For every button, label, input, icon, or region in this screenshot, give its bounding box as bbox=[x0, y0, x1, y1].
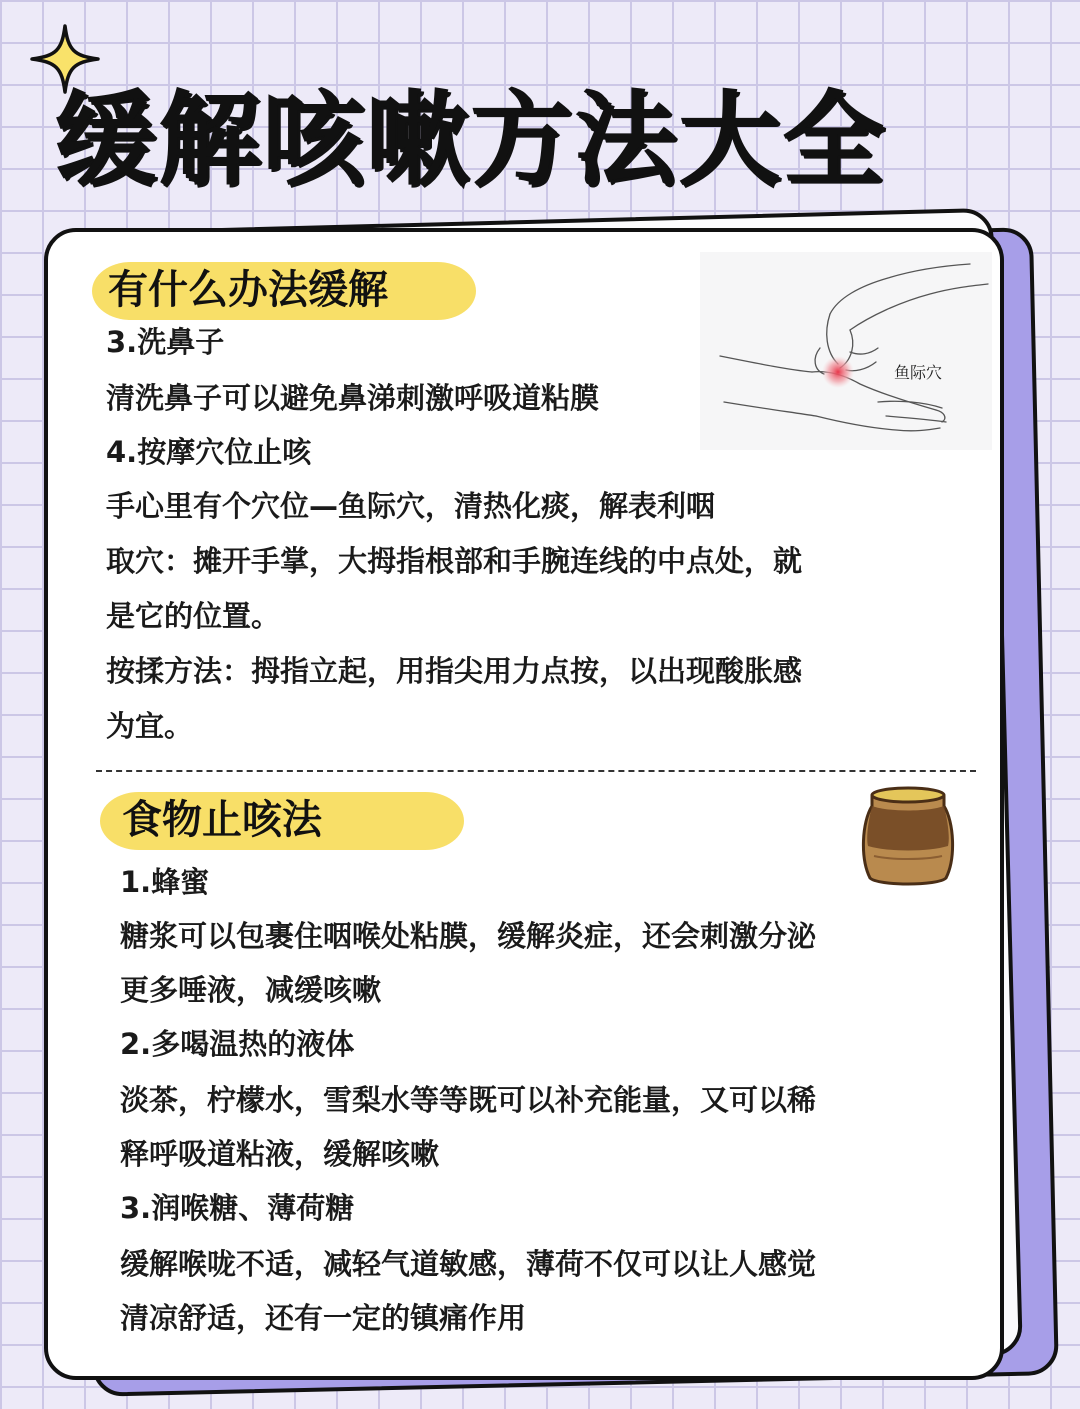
food-3-title: 3.润喉糖、薄荷糖 bbox=[120, 1191, 355, 1225]
section-title-food: 食物止咳法 bbox=[122, 797, 322, 843]
food-1-desc-2: 更多唾液，减缓咳嗽 bbox=[120, 973, 382, 1007]
acupoint-label: 鱼际穴 bbox=[894, 363, 943, 382]
method-4-technique-1: 按揉方法：拇指立起，用指尖用力点按，以出现酸胀感 bbox=[106, 654, 803, 688]
food-1-title: 1.蜂蜜 bbox=[120, 865, 210, 899]
section-divider bbox=[96, 770, 976, 772]
method-4-technique-2: 为宜。 bbox=[106, 709, 194, 743]
honey-jar-icon bbox=[858, 782, 958, 888]
method-4-location-1: 取穴：摊开手掌，大拇指根部和手腕连线的中点处，就 bbox=[106, 544, 803, 578]
food-1-desc-1: 糖浆可以包裹住咽喉处粘膜，缓解炎症，还会刺激分泌 bbox=[120, 919, 817, 953]
food-3-desc-2: 清凉舒适，还有一定的镇痛作用 bbox=[120, 1301, 527, 1335]
method-4-location-2: 是它的位置。 bbox=[106, 599, 281, 633]
method-3-desc: 清洗鼻子可以避免鼻涕刺激呼吸道粘膜 bbox=[106, 381, 600, 415]
food-2-desc-1: 淡茶，柠檬水，雪梨水等等既可以补充能量，又可以稀 bbox=[120, 1083, 817, 1117]
method-3-title: 3.洗鼻子 bbox=[106, 325, 225, 359]
method-4-desc: 手心里有个穴位—鱼际穴，清热化痰，解表利咽 bbox=[106, 489, 716, 523]
method-4-title: 4.按摩穴位止咳 bbox=[106, 435, 312, 469]
section-title-methods: 有什么办法缓解 bbox=[108, 267, 388, 313]
food-2-title: 2.多喝温热的液体 bbox=[120, 1027, 355, 1061]
page-title: 缓解咳嗽方法大全 bbox=[54, 81, 886, 200]
food-3-desc-1: 缓解喉咙不适，减轻气道敏感，薄荷不仅可以让人感觉 bbox=[120, 1247, 817, 1281]
food-2-desc-2: 释呼吸道粘液，缓解咳嗽 bbox=[120, 1137, 440, 1171]
hand-acupoint-illustration bbox=[700, 252, 992, 450]
